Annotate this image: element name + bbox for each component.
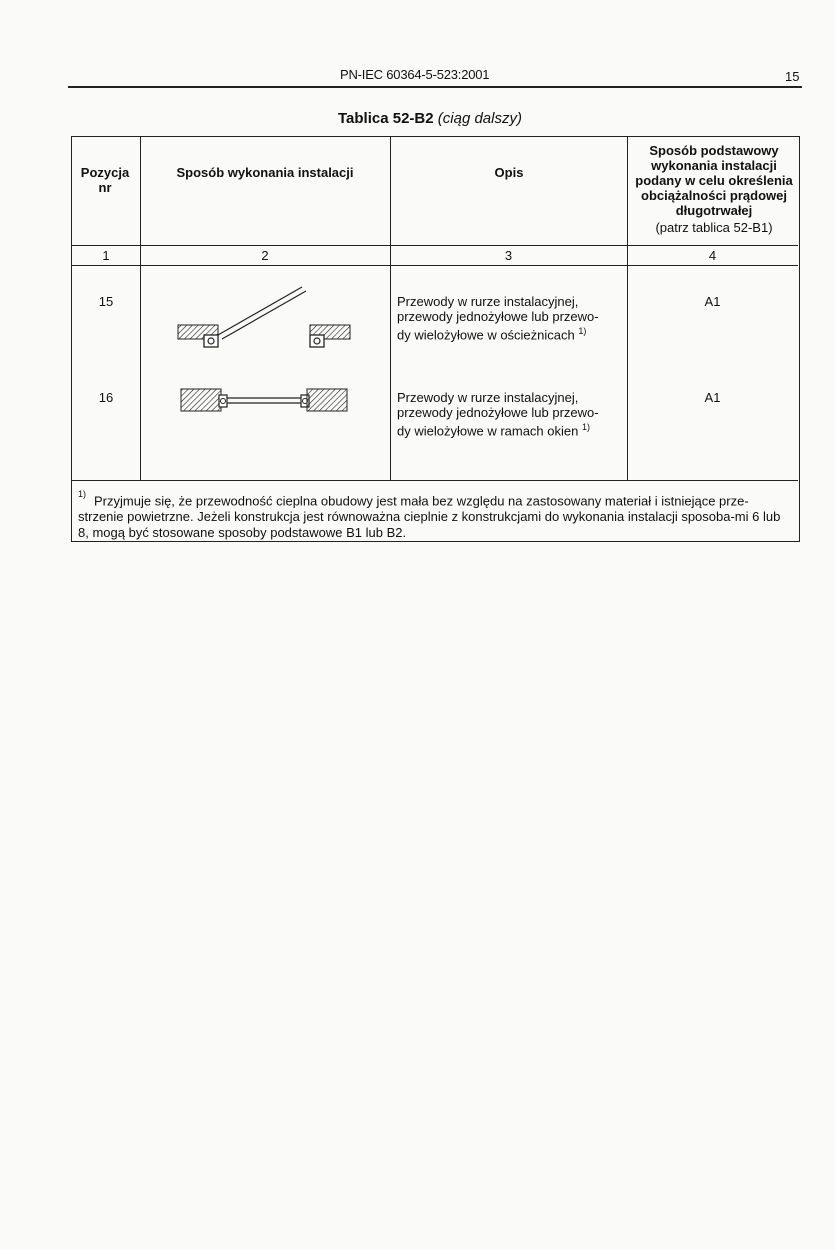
- row-divider: [72, 265, 798, 266]
- description-line: dy wielożyłowe w ościeżnicach: [397, 327, 575, 343]
- description-line: Przewody w rurze instalacyjnej,: [397, 294, 579, 309]
- header-rule: [68, 86, 802, 88]
- window-frame-conduit-diagram: [177, 383, 357, 419]
- header-standard-code: PN-IEC 60364-5-523:2001: [340, 67, 490, 82]
- page-number: 15: [785, 69, 800, 84]
- column-header-method: Sposób wykonania instalacji: [176, 165, 354, 180]
- column-header-reference-method-note: (patrz tablica 52-B1): [655, 220, 773, 235]
- description-line: Przewody w rurze instalacyjnej,: [397, 390, 579, 405]
- footnote-ref: 1): [581, 422, 590, 432]
- description-line: dy wielożyłowe w ramach okien: [397, 423, 579, 439]
- description-line-with-ref: [397, 420, 627, 438]
- row-description: [397, 390, 627, 438]
- column-number: 1: [102, 248, 110, 263]
- table-title: [338, 110, 522, 127]
- footnote-ref: 1): [578, 326, 587, 336]
- column-header-description: Opis: [494, 165, 524, 180]
- description-line: przewody jednożyłowe lub przewo-: [397, 405, 599, 420]
- column-header-reference-method-title: Sposób podstawowy wykonania instalacji podany w celu określenia obciążalności prądowej długotrwałej: [635, 143, 793, 218]
- row-method: A1: [704, 294, 721, 309]
- column-header-reference-method: [629, 143, 799, 235]
- table-title-continued: (ciąg dalszy): [437, 110, 522, 127]
- column-header-position: Pozycja nr: [80, 165, 130, 195]
- row-divider: [72, 245, 798, 246]
- door-frame-conduit-diagram: [172, 283, 362, 353]
- column-divider: [390, 137, 391, 480]
- description-line-with-ref: [397, 324, 627, 342]
- table-footnote: [78, 489, 794, 541]
- footnote-marker: 1): [78, 489, 87, 499]
- row-position: 15: [98, 294, 114, 309]
- column-divider: [140, 137, 141, 480]
- installation-table: [71, 136, 800, 542]
- row-description: [397, 294, 627, 342]
- row-divider: [72, 480, 798, 481]
- footnote-text: Przyjmuje się, że przewodność cieplna obudowy jest mała bez względu na zastosowany materiał i istniejące prze-strzenie powietrzne. Jeżeli konstrukcja jest równoważna cieplnie z konstrukcjami do wykonania instalacji sposoba-mi 6 lub 8, mogą być stosowane sposoby podstawowe B1 lub B2.: [78, 493, 781, 541]
- column-number: 3: [504, 248, 513, 263]
- table-title-label: Tablica 52-B2: [338, 110, 434, 127]
- description-line: przewody jednożyłowe lub przewo-: [397, 309, 599, 324]
- row-position: 16: [98, 390, 114, 405]
- column-number: 2: [261, 248, 269, 263]
- column-number: 4: [708, 248, 717, 263]
- row-method: A1: [704, 390, 721, 405]
